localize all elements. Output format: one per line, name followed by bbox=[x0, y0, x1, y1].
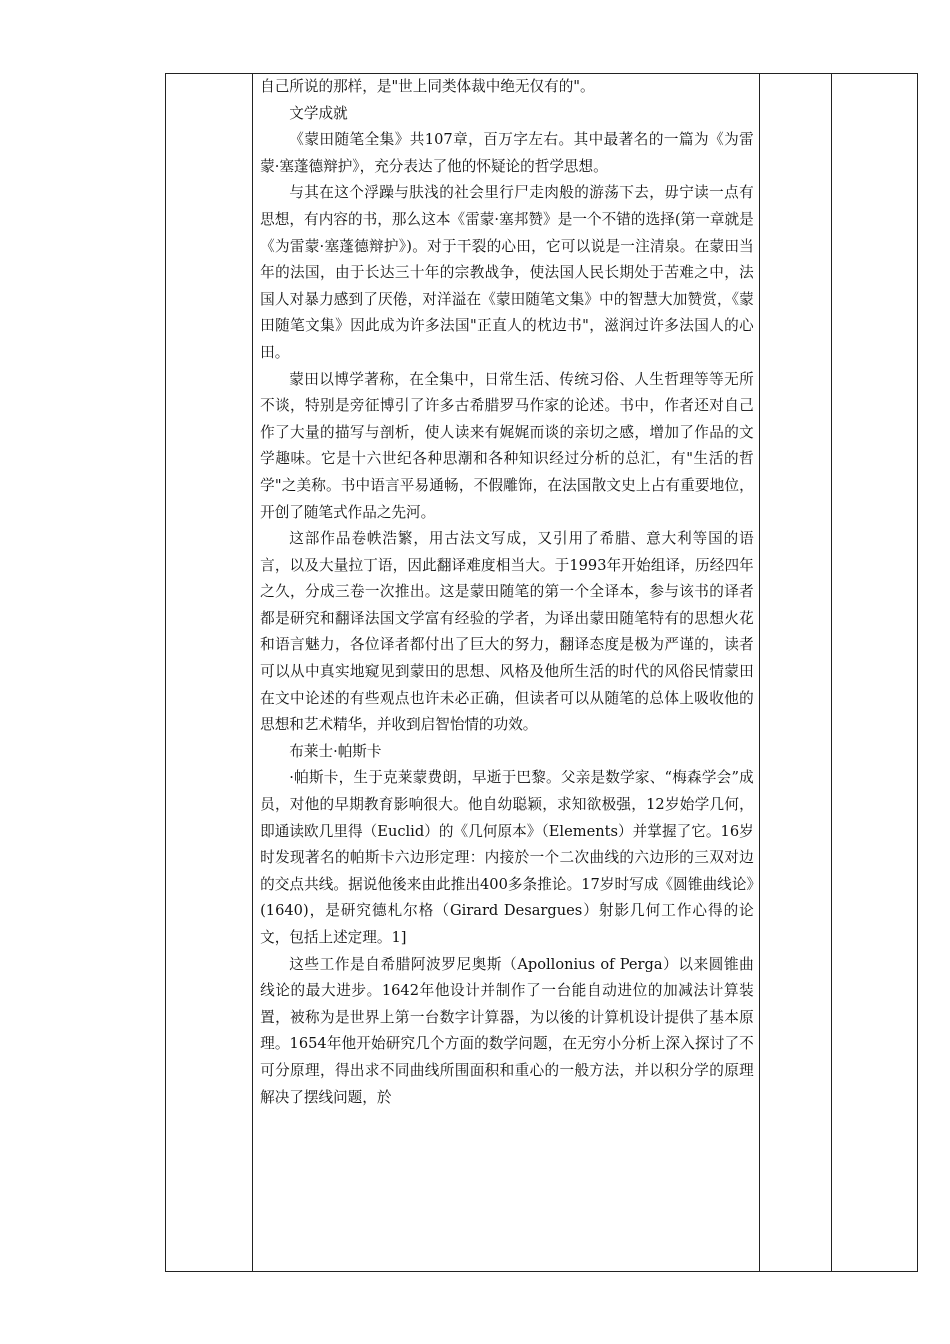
paragraph: 自己所说的那样，是"世上同类体裁中绝无仅有的"。 bbox=[260, 78, 595, 95]
paragraph: ·帕斯卡，生于克莱蒙费朗，早逝于巴黎。父亲是数学家、“梅森学会”成员，对他的早期教育影响很大。他自幼聪颖，求知欲极强，12岁始学几何，即通读欧几里得（Euclid）的《几何原本》（Elements）并掌握了它。16岁时发现著名的帕斯卡六边形定理：内接於一个二次曲线的六边形的三双对边的交点共线。据说他後来由此推出400多条推论。17岁时写成《圆锥曲线论》(1640)，是研究德札尔格（Girard Desargues）射影几何工作心得的论文，包括上述定理。1] bbox=[260, 769, 754, 946]
paragraph: 《蒙田随笔全集》共107章，百万字左右。其中最著名的一篇为《为雷蒙·塞蓬德辩护》，充分表达了他的怀疑论的哲学思想。 bbox=[260, 131, 754, 175]
table-row bbox=[166, 74, 918, 1272]
section-heading-pascal: 布莱士·帕斯卡 bbox=[289, 742, 382, 760]
paragraph: 与其在这个浮躁与肤浅的社会里行尸走肉般的游荡下去，毋宁读一点有思想，有内容的书，那么这本《雷蒙·塞邦赞》是一个不错的选择(第一章就是《为雷蒙·塞蓬德辩护》)。对于干裂的心田，它可以说是一注清泉。在蒙田当年的法国，由于长达三十年的宗教战争，使法国人民长期处于苦难之中，法国人对暴力感到了厌倦，对洋溢在《蒙田随笔文集》中的智慧大加赞赏，《蒙田随笔文集》因此成为许多法国"正直人的枕边书"，滋润过许多法国人的心田。 bbox=[260, 184, 754, 361]
left-empty-cell bbox=[166, 74, 253, 1272]
content-cell bbox=[253, 74, 760, 1272]
paragraph: 蒙田以博学著称，在全集中，日常生活、传统习俗、人生哲理等等无所不谈，特别是旁征博引了许多古希腊罗马作家的论述。书中，作者还对自己作了大量的描写与剖析，使人读来有娓娓而谈的亲切之感，增加了作品的文学趣味。它是十六世纪各种思潮和各种知识经过分析的总汇，有"生活的哲学"之美称。书中语言平易通畅，不假雕饰，在法国散文史上占有重要地位，开创了随笔式作品之先河。 bbox=[260, 370, 754, 521]
far-right-empty-cell bbox=[831, 74, 917, 1272]
section-heading-literary-achievement: 文学成就 bbox=[289, 104, 348, 122]
right-empty-cell bbox=[759, 74, 831, 1272]
document-table bbox=[165, 73, 918, 1272]
paragraph: 这些工作是自希腊阿波罗尼奥斯（Apollonius of Perga）以来圆锥曲线论的最大进步。1642年他设计并制作了一台能自动进位的加减法计算装置，被称为是世界上第一台数字计算器，为以後的计算机设计提供了基本原理。1654年他开始研究几个方面的数学问题，在无穷小分析上深入探讨了不可分原理，得出求不同曲线所围面积和重心的一般方法，并以积分学的原理解决了摆线问题，於 bbox=[260, 955, 754, 1106]
paragraph: 这部作品卷帙浩繁，用古法文写成，又引用了希腊、意大利等国的语言，以及大量拉丁语，因此翻译难度相当大。于1993年开始组译，历经四年之久，分成三卷一次推出。这是蒙田随笔的第一个全译本，参与该书的译者都是研究和翻译法国文学富有经验的学者，为译出蒙田随笔特有的思想火花和语言魅力，各位译者都付出了巨大的努力，翻译态度是极为严谨的，读者可以从中真实地窥见到蒙田的思想、风格及他所生活的时代的风俗民情蒙田在文中论述的有些观点也许未必正确，但读者可以从随笔的总体上吸收他的思想和艺术精华，并收到启智怡情的功效。 bbox=[260, 530, 754, 734]
